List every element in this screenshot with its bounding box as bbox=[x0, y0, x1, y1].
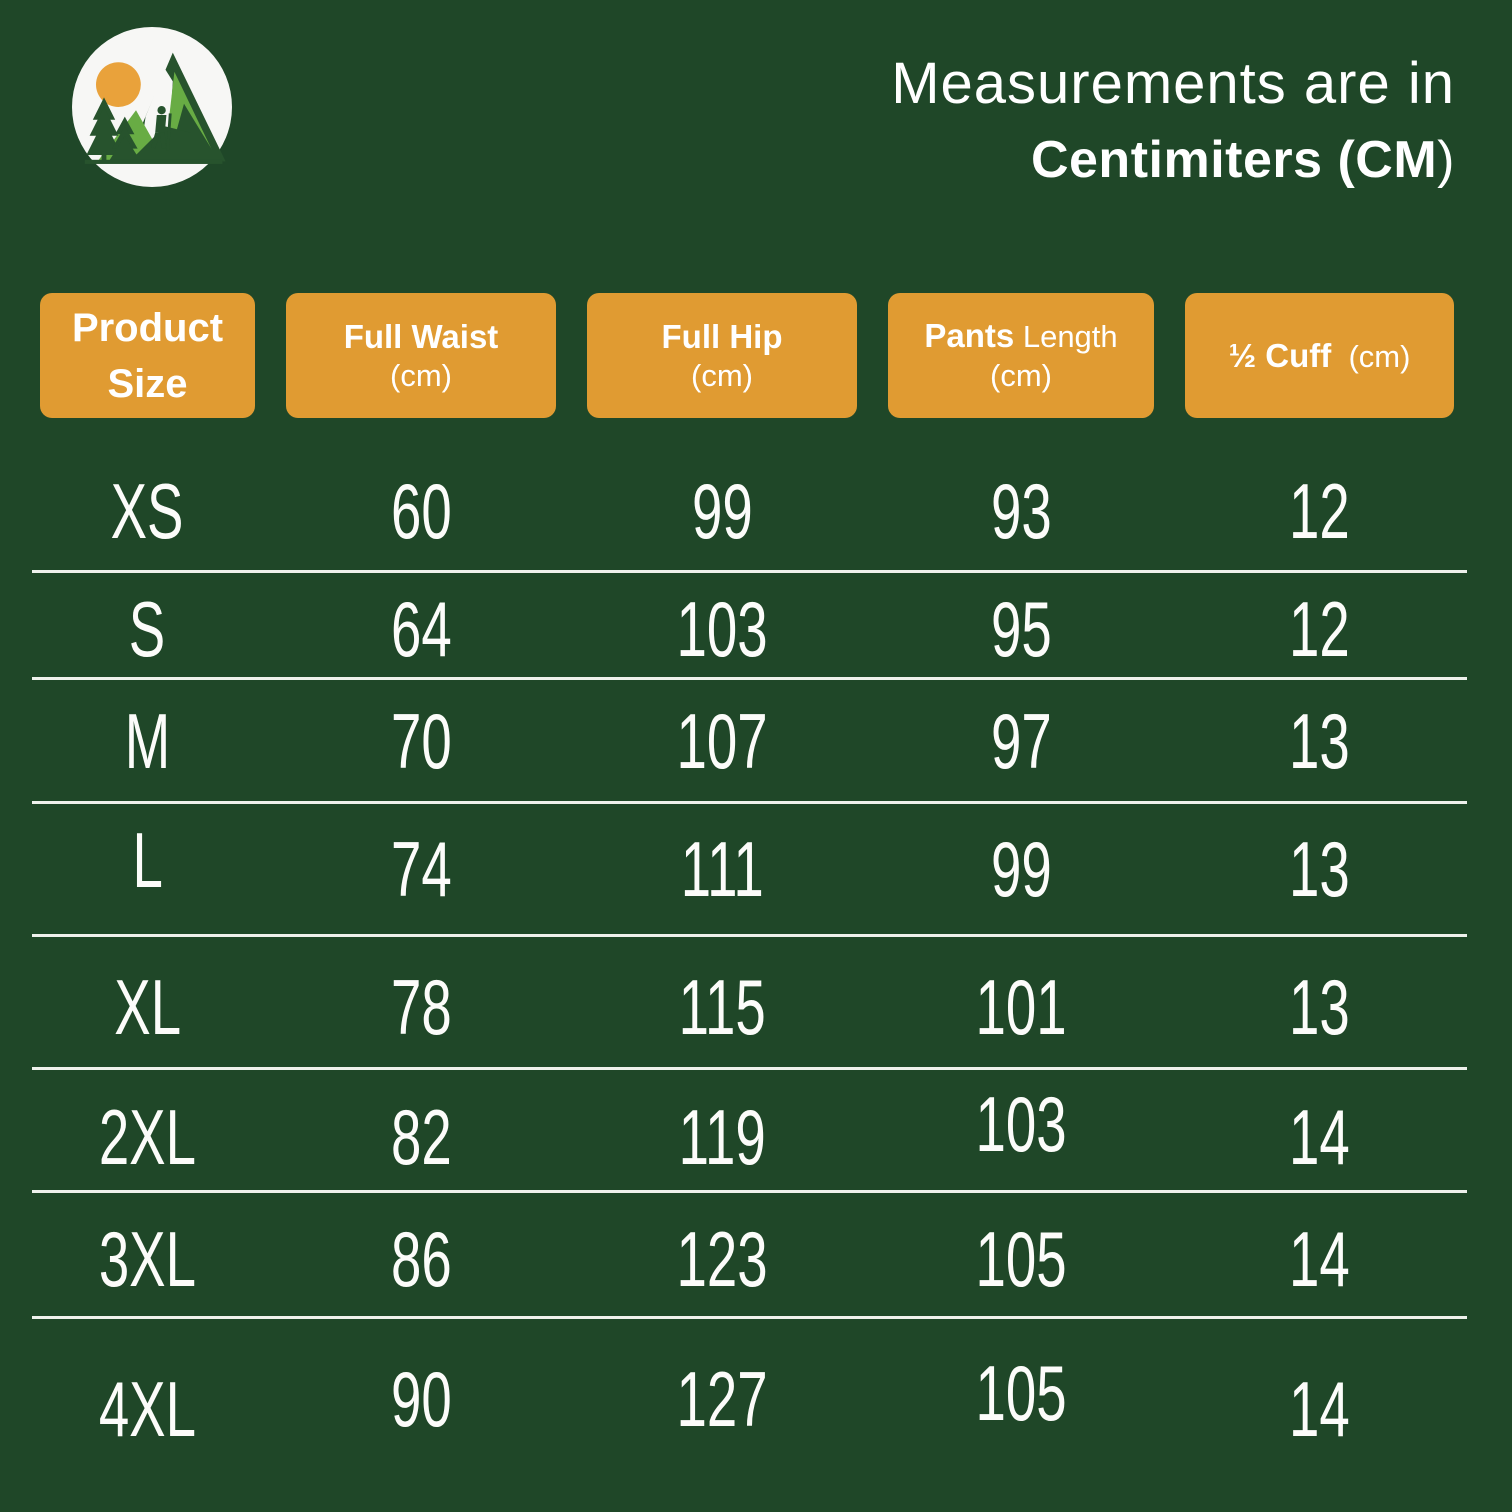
col-header-label: Product bbox=[71, 305, 224, 350]
half-cuff-value: 14 bbox=[1289, 1214, 1350, 1303]
size-label bbox=[40, 696, 255, 785]
full-hip-value: 115 bbox=[678, 963, 766, 1051]
size-label bbox=[40, 1214, 255, 1303]
pants-length-cell bbox=[888, 1214, 1154, 1303]
pants-length-value: 105 bbox=[975, 1349, 1067, 1437]
col-header-label: ½ Cuff bbox=[1228, 336, 1332, 374]
size-value: XS bbox=[111, 467, 184, 555]
full-waist-value: 78 bbox=[390, 963, 452, 1051]
full-hip-cell bbox=[587, 1214, 857, 1303]
pants-length-value: 95 bbox=[990, 585, 1052, 673]
half-cuff-value: 14 bbox=[1289, 1365, 1350, 1453]
half-cuff-value: 13 bbox=[1289, 825, 1350, 913]
pants-length-value: 103 bbox=[975, 1080, 1067, 1168]
half-cuff-cell bbox=[1185, 1093, 1454, 1181]
full-hip-cell bbox=[587, 467, 857, 555]
half-cuff-value: 13 bbox=[1289, 696, 1350, 785]
size-value: L bbox=[132, 816, 163, 904]
full-hip-cell bbox=[587, 585, 857, 673]
title-line-2-bold: Centimiters (CM bbox=[1030, 130, 1438, 189]
full-waist-cell bbox=[286, 1214, 556, 1303]
col-header-label: Pants bbox=[924, 317, 1015, 355]
full-waist-cell bbox=[286, 1355, 556, 1443]
full-hip-value: 111 bbox=[680, 825, 764, 913]
full-waist-value: 64 bbox=[390, 585, 452, 673]
table-row-3xl bbox=[32, 1193, 1467, 1319]
half-cuff-value: 12 bbox=[1289, 585, 1350, 673]
col-header-label: Full Waist bbox=[343, 317, 499, 355]
half-cuff-cell bbox=[1185, 1214, 1454, 1303]
size-value: M bbox=[124, 696, 171, 785]
full-hip-value: 99 bbox=[691, 467, 753, 555]
full-waist-value: 90 bbox=[390, 1355, 452, 1443]
size-value: XL bbox=[114, 963, 181, 1051]
col-header-unit: (cm) bbox=[990, 358, 1052, 393]
size-label bbox=[40, 585, 255, 673]
full-hip-value: 107 bbox=[676, 696, 768, 785]
col-header-label: Size bbox=[107, 361, 188, 406]
half-cuff-cell bbox=[1185, 585, 1454, 673]
pants-length-value: 99 bbox=[990, 825, 1052, 913]
full-hip-value: 103 bbox=[676, 585, 768, 673]
full-hip-cell bbox=[587, 1093, 857, 1181]
table-row-4xl bbox=[32, 1319, 1467, 1499]
mountain-hiker-logo-icon bbox=[72, 27, 232, 187]
full-hip-cell bbox=[587, 825, 857, 913]
half-cuff-cell bbox=[1185, 467, 1454, 555]
table-row-xl bbox=[32, 937, 1467, 1070]
size-value: 3XL bbox=[98, 1214, 197, 1303]
table-row-m bbox=[32, 680, 1467, 804]
table-header-row bbox=[40, 293, 1454, 418]
col-header-unit: (cm) bbox=[390, 357, 452, 393]
full-waist-value: 82 bbox=[390, 1093, 452, 1181]
col-header-full-waist bbox=[286, 293, 556, 418]
full-waist-value: 86 bbox=[390, 1214, 452, 1303]
col-header-product-size bbox=[40, 293, 255, 418]
half-cuff-cell bbox=[1185, 1365, 1454, 1453]
pants-length-value: 101 bbox=[975, 963, 1067, 1051]
pants-length-cell bbox=[888, 825, 1154, 913]
size-label bbox=[40, 1365, 255, 1453]
col-header-label-rest: Length bbox=[1014, 319, 1118, 355]
full-waist-cell bbox=[286, 1093, 556, 1181]
pants-length-cell bbox=[888, 585, 1154, 673]
pants-length-cell bbox=[888, 467, 1154, 555]
half-cuff-value: 12 bbox=[1289, 467, 1350, 555]
col-header-half-cuff bbox=[1185, 293, 1454, 418]
pants-length-cell bbox=[888, 1080, 1154, 1168]
full-hip-cell bbox=[587, 696, 857, 785]
col-header-label: Full Hip bbox=[661, 317, 783, 355]
half-cuff-cell bbox=[1185, 963, 1454, 1051]
title-line-2-paren: ) bbox=[1437, 130, 1455, 189]
half-cuff-cell bbox=[1185, 825, 1454, 913]
full-waist-value: 74 bbox=[390, 825, 452, 913]
table-row-2xl bbox=[32, 1070, 1467, 1193]
brand-logo bbox=[72, 27, 232, 187]
full-hip-value: 119 bbox=[678, 1093, 766, 1181]
full-hip-value: 123 bbox=[676, 1214, 768, 1303]
full-waist-cell bbox=[286, 696, 556, 785]
col-header-pants-length bbox=[888, 293, 1154, 418]
size-value: S bbox=[129, 585, 166, 673]
full-hip-cell bbox=[587, 1355, 857, 1443]
size-label bbox=[40, 963, 255, 1051]
table-row-l bbox=[32, 804, 1467, 937]
size-value: 4XL bbox=[98, 1365, 197, 1453]
page-title bbox=[891, 52, 1455, 189]
col-header-unit: (cm) bbox=[691, 357, 753, 393]
size-label bbox=[40, 467, 255, 555]
half-cuff-value: 13 bbox=[1289, 963, 1350, 1051]
pants-length-cell bbox=[888, 963, 1154, 1051]
pants-length-cell bbox=[888, 696, 1154, 785]
full-waist-cell bbox=[286, 585, 556, 673]
pants-length-value: 93 bbox=[990, 467, 1052, 555]
full-hip-value: 127 bbox=[676, 1355, 768, 1443]
size-label bbox=[40, 816, 255, 904]
col-header-full-hip bbox=[587, 293, 857, 418]
full-waist-cell bbox=[286, 825, 556, 913]
half-cuff-value: 14 bbox=[1289, 1093, 1350, 1181]
half-cuff-cell bbox=[1185, 696, 1454, 785]
full-waist-value: 60 bbox=[390, 467, 452, 555]
table-row-s bbox=[32, 573, 1467, 680]
pants-length-cell bbox=[888, 1349, 1154, 1437]
full-hip-cell bbox=[587, 963, 857, 1051]
full-waist-value: 70 bbox=[390, 696, 452, 785]
title-line-2 bbox=[891, 132, 1455, 189]
pants-length-value: 105 bbox=[975, 1214, 1067, 1303]
pants-length-value: 97 bbox=[990, 696, 1052, 785]
table-row-xs bbox=[32, 418, 1467, 573]
col-header-unit: (cm) bbox=[1331, 338, 1411, 374]
size-table-body bbox=[32, 418, 1467, 1499]
size-value: 2XL bbox=[98, 1093, 197, 1181]
full-waist-cell bbox=[286, 963, 556, 1051]
size-label bbox=[40, 1093, 255, 1181]
full-waist-cell bbox=[286, 467, 556, 555]
title-line-1: Measurements are in bbox=[891, 51, 1455, 116]
